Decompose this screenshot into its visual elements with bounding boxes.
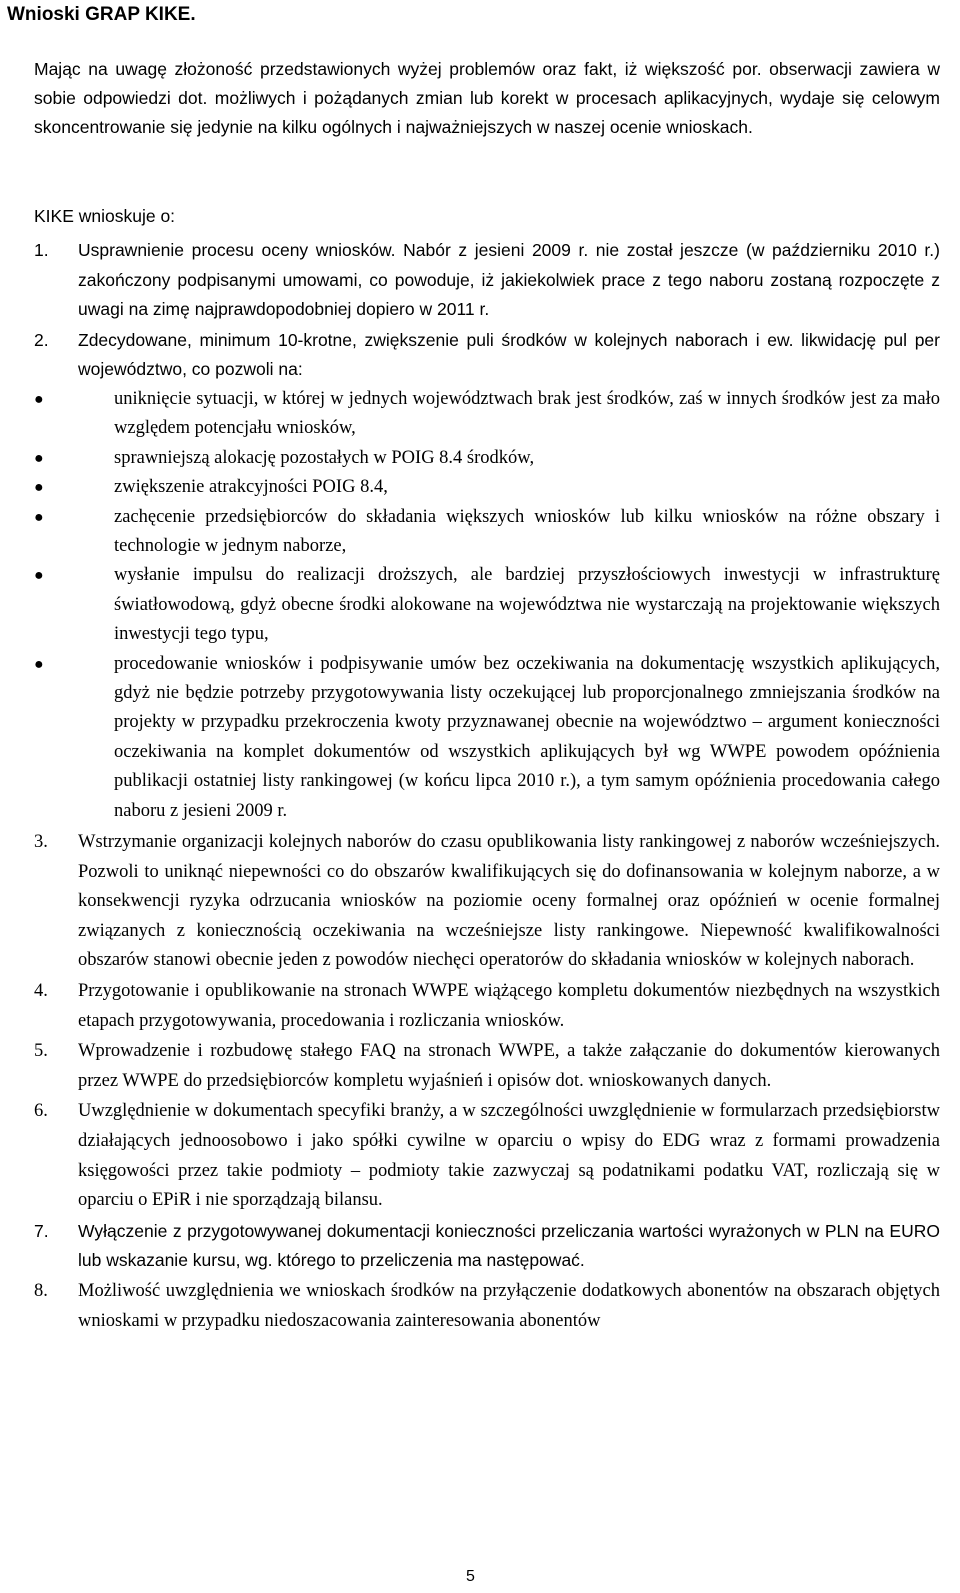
item-number: 5. (34, 1041, 48, 1062)
list-item (34, 1037, 940, 1096)
intro-paragraph: Mając na uwagę złożoność przedstawionych wyżej problemów oraz fakt, iż większość por. obserwacji zawiera w sobie odpowiedzi dot. możliwych i pożądanych zmian lub korekt w procesach aplikacyjnych, wydaje się celowym skoncentrowanie się jedynie na kilku ogólnych i najważniejszych w naszej ocenie wnioskach. (34, 59, 940, 137)
item-text: Przygotowanie i opublikowanie na stronach WWPE wiążącego kompletu dokumentów niezbędnych na wszystkich etapach przygotowywania, procedowania i rozliczania wniosków. (78, 981, 940, 1031)
item-text: Wstrzymanie organizacji kolejnych naborów do czasu opublikowania listy rankingowej z naborów wcześniejszych. Pozwoli to uniknąć niepewności co do obszarów kwalifikujących się do dofinansowania w kolejnym naborze, a w konsekwencji ryzyka odrzucania wniosków na poziomie oceny formalnej oraz opóźnień w ocenie formalnej związanych z koniecznością oczekiwania na wcześniejsze listy rankingowe. Niepewność kwalifikowalności obszarów stanowi obecnie jeden z powodów niechęci operatorów do składania wniosków w kolejnych naborach. (78, 832, 940, 971)
bullet-item (34, 444, 940, 473)
bullet-icon: ● (34, 567, 44, 585)
item-number: 7. (34, 1220, 49, 1241)
list-item (34, 1097, 940, 1215)
bullet-icon: ● (34, 655, 44, 673)
bullet-item (34, 473, 940, 502)
bullet-item (34, 503, 940, 562)
item-text: Uwzględnienie w dokumentach specyfiki branży, a w szczególności uwzględnienie w formularzach przedsiębiorstw działających jednoosobowo i jako spółki cywilne w oparciu o wpisy do EDG wraz z formami prowadzenia księgowości przez takie podmioty – podmioty takie zazwyczaj są podatnikami podatku VAT, rozliczają się w oparciu o EPiR i nie sporządzają bilansu. (78, 1101, 940, 1211)
item-number: 4. (34, 981, 48, 1002)
item-number: 2. (34, 329, 49, 350)
bullet-item (34, 561, 940, 649)
item-text: Wyłączenie z przygotowywanej dokumentacji konieczności przeliczania wartości wyrażonych w PLN na EURO lub wskazanie kursu, wg. którego to przeliczenia ma następować. (78, 1220, 940, 1271)
bullet-icon: ● (34, 449, 44, 467)
item-number: 3. (34, 832, 48, 853)
bullet-text: uniknięcie sytuacji, w której w jednych województwach brak jest środków, zaś w innych środków jest za mało względem potencjału wniosków, (114, 388, 940, 439)
bullet-text: sprawniejszą alokację pozostałych w POIG 8.4 środków, (114, 447, 535, 468)
bullet-item (34, 385, 940, 444)
bullet-item (34, 650, 940, 826)
bullet-text: zachęcenie przedsiębiorców do składania większych wniosków lub kilku wniosków na różne obszary i technologie w jednym naborze, (114, 506, 940, 556)
bullet-icon: ● (34, 390, 44, 408)
bullet-list (34, 385, 940, 826)
bullet-text: zwiększenie atrakcyjności POIG 8.4, (114, 477, 388, 498)
item-number: 6. (34, 1101, 48, 1122)
item-number: 1. (34, 240, 49, 260)
list-item (34, 236, 940, 325)
bullet-icon: ● (34, 479, 44, 497)
item-text: Usprawnienie procesu oceny wniosków. Nabór z jesieni 2009 r. nie został jeszcze (w październiku 2010 r.) zakończony podpisanymi umowami, co powoduje, iż jakiekolwiek prace z tego naboru zostaną rozpoczęte z uwagi na zimę najprawdopodobniej dopiero w 2011 r. (78, 240, 940, 320)
kike-intro: KIKE wnioskuje o: (34, 206, 176, 226)
item-number: 8. (34, 1280, 48, 1301)
page-number: 5 (466, 1568, 475, 1585)
recommendations-list (34, 236, 940, 1336)
item-text: Zdecydowane, minimum 10-krotne, zwiększenie puli środków w kolejnych naborach i ew. likwidację pul per województwo, co pozwoli na: (78, 329, 940, 380)
list-item (34, 828, 940, 976)
bullet-icon: ● (34, 508, 44, 526)
list-item (34, 1277, 940, 1336)
item-text: Możliwość uwzględnienia we wnioskach środków na przyłączenie dodatkowych abonentów na obszarach objętych wnioskami w przypadku niedoszacowania zainteresowania abonentów (78, 1280, 940, 1331)
item-text: Wprowadzenie i rozbudowę stałego FAQ na stronach WWPE, a także załączanie do dokumentów kierowanych przez WWPE do przedsiębiorców kompletu wyjaśnień i opisów dot. wnioskowanych danych. (78, 1041, 940, 1091)
list-item (34, 977, 940, 1036)
bullet-text: wysłanie impulsu do realizacji droższych, ale bardziej przyszłościowych inwestycji w infrastrukturę światłowodową, gdyż obecne środki alokowane na województwa nie wystarczają na projektowanie większych inwestycji tego typu, (114, 565, 940, 645)
bullet-text: procedowanie wniosków i podpisywanie umów bez oczekiwania na dokumentację wszystkich aplikujących, gdyż nie będzie potrzeby przygotowywania listy oczekującej lub proporcjonalnego zmniejszania środków na projekty w przypadku przekroczenia kwoty przyznawanej obecnie na województwo – argument konieczności oczekiwania na komplet dokumentów od wszystkich aplikujących był wg WWPE powodem opóźnienia publikacji ostatniej listy rankingowej (w końcu lipca 2010 r.), a tym samym opóźnienia procedowania całego naboru z jesieni 2009 r. (114, 653, 940, 821)
document-title: Wnioski GRAP KIKE. (7, 4, 196, 25)
list-item (34, 326, 940, 826)
list-item (34, 1217, 940, 1276)
